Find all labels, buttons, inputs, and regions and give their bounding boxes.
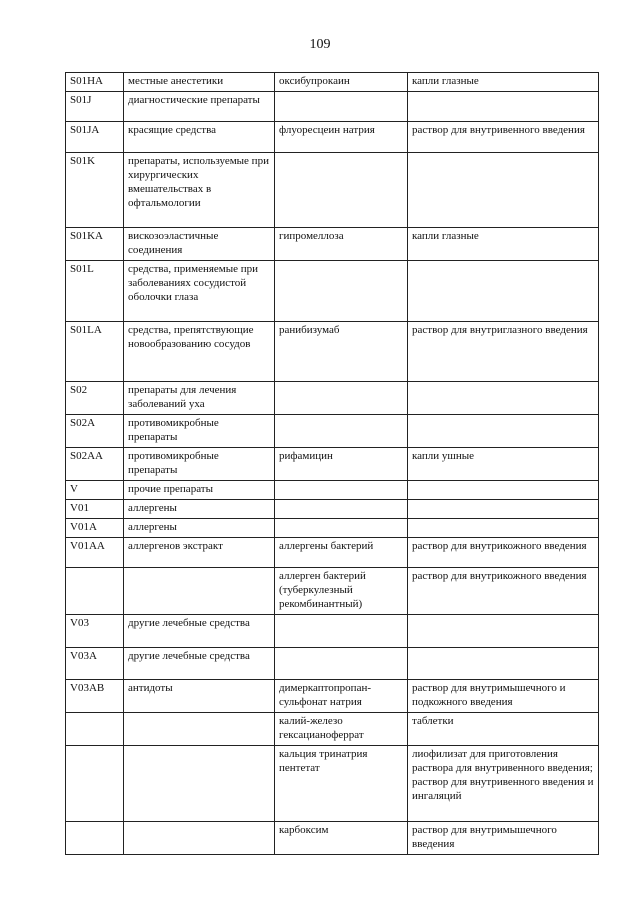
anatomical-group: аллергены bbox=[124, 519, 275, 538]
drug-name: карбоксим bbox=[275, 822, 408, 855]
anatomical-group bbox=[124, 822, 275, 855]
dosage-form bbox=[408, 92, 599, 122]
atc-code bbox=[66, 713, 124, 746]
anatomical-group: антидоты bbox=[124, 680, 275, 713]
anatomical-group: вискозоэластичные соединения bbox=[124, 228, 275, 261]
page-number: 109 bbox=[309, 37, 331, 52]
anatomical-group: прочие препараты bbox=[124, 481, 275, 500]
anatomical-group: местные анестетики bbox=[124, 73, 275, 92]
table-row bbox=[66, 322, 599, 382]
anatomical-group: диагностические препараты bbox=[124, 92, 275, 122]
dosage-form: капли глазные bbox=[408, 228, 599, 261]
dosage-form bbox=[408, 519, 599, 538]
atc-code bbox=[66, 568, 124, 615]
dosage-form: раствор для внутривенного введения bbox=[408, 122, 599, 153]
anatomical-group: аллергенов экстракт bbox=[124, 538, 275, 568]
table-row bbox=[66, 122, 599, 153]
table-row bbox=[66, 648, 599, 680]
atc-code: S02A bbox=[66, 415, 124, 448]
table-row bbox=[66, 481, 599, 500]
dosage-form bbox=[408, 648, 599, 680]
drug-name bbox=[275, 648, 408, 680]
table-row bbox=[66, 500, 599, 519]
dosage-form: капли ушные bbox=[408, 448, 599, 481]
anatomical-group: средства, применяемые при заболеваниях сосудистой оболочки глаза bbox=[124, 261, 275, 322]
table-row bbox=[66, 73, 599, 92]
anatomical-group bbox=[124, 713, 275, 746]
dosage-form: раствор для внутриглазного введения bbox=[408, 322, 599, 382]
dosage-form: раствор для внутрикожного введения bbox=[408, 568, 599, 615]
drug-name bbox=[275, 92, 408, 122]
drug-name bbox=[275, 261, 408, 322]
dosage-form: таблетки bbox=[408, 713, 599, 746]
atc-code: V01A bbox=[66, 519, 124, 538]
anatomical-group: противомикробные препараты bbox=[124, 448, 275, 481]
table-row bbox=[66, 153, 599, 228]
table-row bbox=[66, 746, 599, 822]
drug-name: аллергены бактерий bbox=[275, 538, 408, 568]
atc-code: S01HA bbox=[66, 73, 124, 92]
drug-name: флуоресцеин натрия bbox=[275, 122, 408, 153]
table-row bbox=[66, 415, 599, 448]
drug-name bbox=[275, 415, 408, 448]
table-row bbox=[66, 822, 599, 855]
drug-name: аллерген бактерий (туберкулезный рекомбинантный) bbox=[275, 568, 408, 615]
table-row bbox=[66, 538, 599, 568]
table-row bbox=[66, 92, 599, 122]
dosage-form bbox=[408, 382, 599, 415]
atc-code: V03 bbox=[66, 615, 124, 648]
drug-name: гипромеллоза bbox=[275, 228, 408, 261]
table-row bbox=[66, 615, 599, 648]
anatomical-group: другие лечебные средства bbox=[124, 648, 275, 680]
table-row bbox=[66, 228, 599, 261]
drug-name: кальция тринатрия пентетат bbox=[275, 746, 408, 822]
anatomical-group: красящие средства bbox=[124, 122, 275, 153]
drug-name: рифамицин bbox=[275, 448, 408, 481]
anatomical-group bbox=[124, 568, 275, 615]
table-row bbox=[66, 519, 599, 538]
atc-code: S01KA bbox=[66, 228, 124, 261]
table-row bbox=[66, 568, 599, 615]
atc-code: S01LA bbox=[66, 322, 124, 382]
atc-code: V03A bbox=[66, 648, 124, 680]
atc-code bbox=[66, 822, 124, 855]
dosage-form bbox=[408, 153, 599, 228]
drug-name bbox=[275, 153, 408, 228]
dosage-form bbox=[408, 415, 599, 448]
atc-code: S02 bbox=[66, 382, 124, 415]
table-row bbox=[66, 382, 599, 415]
dosage-form: капли глазные bbox=[408, 73, 599, 92]
atc-code: V01 bbox=[66, 500, 124, 519]
table-row bbox=[66, 713, 599, 746]
table-row bbox=[66, 261, 599, 322]
dosage-form bbox=[408, 615, 599, 648]
table-row bbox=[66, 680, 599, 713]
atc-code bbox=[66, 746, 124, 822]
atc-code: V03AB bbox=[66, 680, 124, 713]
anatomical-group: аллергены bbox=[124, 500, 275, 519]
dosage-form bbox=[408, 481, 599, 500]
atc-code: S01K bbox=[66, 153, 124, 228]
atc-code: S01L bbox=[66, 261, 124, 322]
drug-name: ранибизумаб bbox=[275, 322, 408, 382]
drug-name bbox=[275, 500, 408, 519]
dosage-form bbox=[408, 500, 599, 519]
atc-code: S01JA bbox=[66, 122, 124, 153]
atc-code: S02AA bbox=[66, 448, 124, 481]
anatomical-group bbox=[124, 746, 275, 822]
atc-code: V bbox=[66, 481, 124, 500]
table-row bbox=[66, 448, 599, 481]
drug-table bbox=[65, 72, 599, 855]
atc-code: V01AA bbox=[66, 538, 124, 568]
anatomical-group: препараты для лечения заболеваний уха bbox=[124, 382, 275, 415]
drug-name bbox=[275, 382, 408, 415]
drug-name: калий-железо гексацианоферрат bbox=[275, 713, 408, 746]
anatomical-group: препараты, используемые при хирургических вмешательствах в офтальмологии bbox=[124, 153, 275, 228]
anatomical-group: средства, препятствующие новообразованию сосудов bbox=[124, 322, 275, 382]
drug-name: димеркаптопропан-сульфонат натрия bbox=[275, 680, 408, 713]
dosage-form: раствор для внутримышечного и подкожного введения bbox=[408, 680, 599, 713]
drug-name bbox=[275, 481, 408, 500]
drug-name bbox=[275, 615, 408, 648]
dosage-form: лиофилизат для приготовления раствора для внутривенного введения; раствор для внутривенного введения и ингаляций bbox=[408, 746, 599, 822]
dosage-form: раствор для внутримышечного введения bbox=[408, 822, 599, 855]
atc-code: S01J bbox=[66, 92, 124, 122]
drug-name bbox=[275, 519, 408, 538]
anatomical-group: другие лечебные средства bbox=[124, 615, 275, 648]
anatomical-group: противомикробные препараты bbox=[124, 415, 275, 448]
dosage-form bbox=[408, 261, 599, 322]
drug-name: оксибупрокаин bbox=[275, 73, 408, 92]
dosage-form: раствор для внутрикожного введения bbox=[408, 538, 599, 568]
